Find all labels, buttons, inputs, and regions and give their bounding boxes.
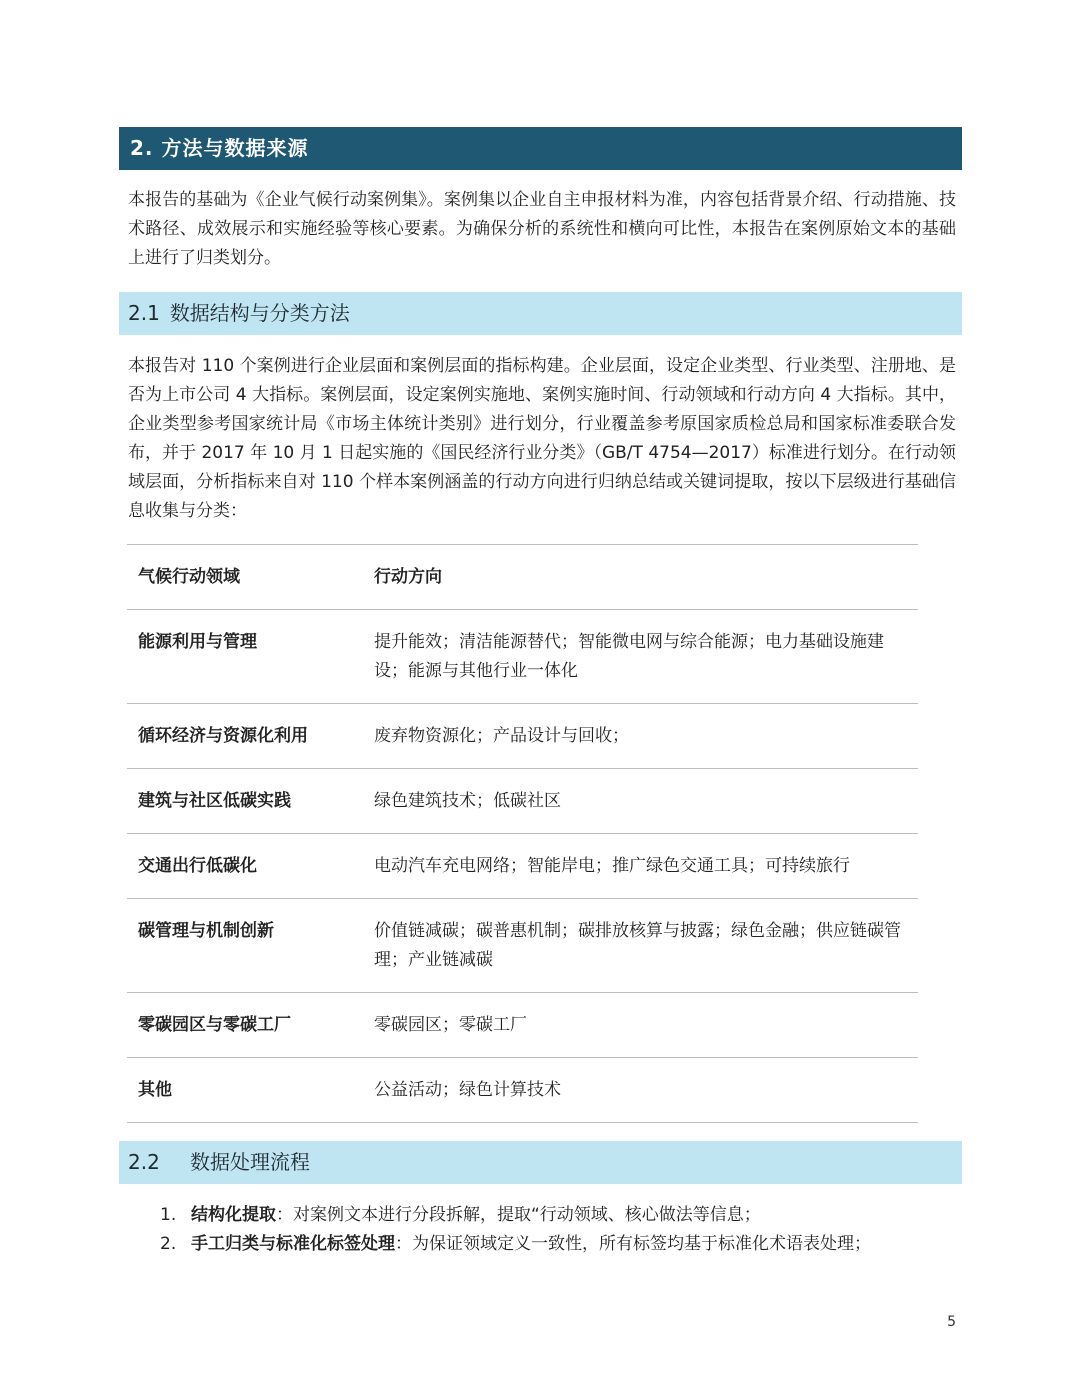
step-label: 结构化提取	[191, 1205, 276, 1225]
table-row	[127, 704, 918, 769]
row-domain: 能源利用与管理	[127, 610, 363, 704]
table-row	[127, 769, 918, 834]
row-direction: 公益活动；绿色计算技术	[363, 1058, 918, 1123]
table-row	[127, 1058, 918, 1123]
section-heading	[119, 127, 962, 170]
column-header-domain: 气候行动领域	[127, 545, 363, 610]
table-row	[127, 834, 918, 899]
column-header-direction: 行动方向	[363, 545, 918, 610]
subsection-heading-2-1	[119, 292, 962, 335]
step-text: ：为保证领域定义一致性，所有标签均基于标准化术语表处理；	[395, 1234, 871, 1254]
step-number: 2.	[160, 1234, 177, 1254]
list-item	[128, 1230, 958, 1259]
table-row	[127, 899, 918, 993]
step-text: ：对案例文本进行分段拆解，提取“行动领域、核心做法等信息；	[276, 1205, 761, 1225]
row-domain: 交通出行低碳化	[127, 834, 363, 899]
section-title: 2. 方法与数据来源	[130, 136, 309, 160]
row-domain: 其他	[127, 1058, 363, 1123]
subsection-title: 数据结构与分类方法	[169, 301, 350, 325]
method-paragraph: 本报告对 110 个案例进行企业层面和案例层面的指标构建。企业层面，设定企业类型、行业类型、注册地、是否为上市公司 4 大指标。案例层面，设定案例实施地、案例实施时间、行动领域和行动方向 4 大指标。其中，企业类型参考国家统计局《市场主体统计类别》进行划分，行业覆盖参考原国家质检总局和国家标准委联合发布，并于 2017 年 10 月 1 日起实施的《国民经济行业分类》（GB/T 4754—2017）标准进行划分。在行动领域层面，分析指标来自对 110 个样本案例涵盖的行动方向进行归纳总结或关键词提取，按以下层级进行基础信息收集与分类：	[128, 356, 956, 521]
page-number: 5	[947, 1314, 956, 1330]
row-direction: 废弃物资源化；产品设计与回收；	[363, 704, 918, 769]
row-domain: 循环经济与资源化利用	[127, 704, 363, 769]
table-row	[127, 610, 918, 704]
row-direction: 提升能效；清洁能源替代；智能微电网与综合能源；电力基础设施建设；能源与其他行业一体化	[363, 610, 918, 704]
step-number: 1.	[160, 1205, 177, 1225]
row-direction: 价值链减碳；碳普惠机制；碳排放核算与披露；绿色金融；供应链碳管理；产业链减碳	[363, 899, 918, 993]
row-domain: 碳管理与机制创新	[127, 899, 363, 993]
row-domain: 建筑与社区低碳实践	[127, 769, 363, 834]
classification-table	[127, 544, 918, 1123]
subsection-number: 2.2	[128, 1150, 160, 1174]
subsection-title: 数据处理流程	[190, 1150, 310, 1174]
row-direction: 绿色建筑技术；低碳社区	[363, 769, 918, 834]
processing-steps-list	[128, 1201, 958, 1259]
table-row	[127, 993, 918, 1058]
table-header-row	[127, 545, 918, 610]
row-domain: 零碳园区与零碳工厂	[127, 993, 363, 1058]
intro-paragraph: 本报告的基础为《企业气候行动案例集》。案例集以企业自主申报材料为准，内容包括背景介绍、行动措施、技术路径、成效展示和实施经验等核心要素。为确保分析的系统性和横向可比性，本报告在案例原始文本的基础上进行了归类划分。	[128, 190, 956, 268]
subsection-number: 2.1	[128, 301, 160, 325]
row-direction: 电动汽车充电网络；智能岸电；推广绿色交通工具；可持续旅行	[363, 834, 918, 899]
list-item	[128, 1201, 958, 1230]
subsection-heading-2-2	[119, 1141, 962, 1184]
step-label: 手工归类与标准化标签处理	[191, 1234, 395, 1254]
row-direction: 零碳园区；零碳工厂	[363, 993, 918, 1058]
